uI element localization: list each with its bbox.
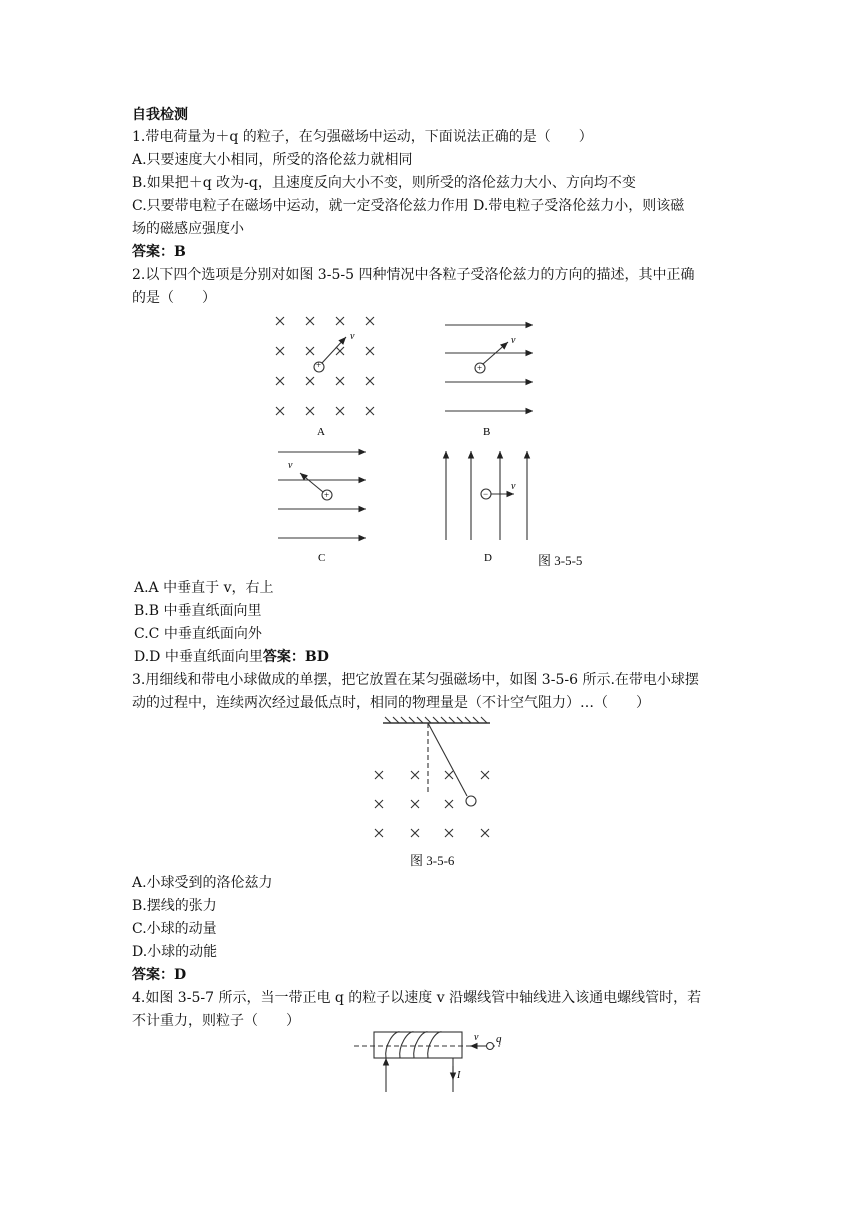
panel-b-charge: + xyxy=(477,363,483,373)
q2-answer: 答案：BD xyxy=(262,649,329,665)
panel-c-v-label: v xyxy=(288,460,293,471)
q1-answer: 答案：B xyxy=(132,244,186,260)
q3-stem: 3.用细线和带电小球做成的单摆，把它放置在某匀强磁场中，如图 3-5-6 所示.在带电小球摆 xyxy=(132,672,699,688)
figure-3-5-5 xyxy=(260,305,600,570)
section-title: 自我检测 xyxy=(132,107,188,123)
q2-option-d-text: D.D 中垂直纸面向里 xyxy=(134,649,263,665)
figure-3-5-5-caption: 图 3-5-5 xyxy=(538,553,583,568)
panel-a-v-label: v xyxy=(350,331,355,342)
panel-d-label: D xyxy=(484,552,492,564)
panel-a-label: A xyxy=(317,426,325,438)
q3-stem-cont: 动的过程中，连续两次经过最低点时，相同的物理量是（不计空气阻力）…（ ） xyxy=(132,695,650,711)
q1-option-d-cont: 场的磁感应强度小 xyxy=(132,221,244,237)
q3-answer: 答案：D xyxy=(132,967,187,983)
q4-stem: 4.如图 3-5-7 所示，当一带正电 q 的粒子以速度 v 沿螺线管中轴线进入该通电螺线管时，若 xyxy=(132,990,702,1006)
q1-option-a: A.只要速度大小相同，所受的洛伦兹力就相同 xyxy=(132,152,413,168)
panel-c-charge: + xyxy=(324,490,330,500)
panel-a xyxy=(276,317,374,415)
q2-option-c: C.C 中垂直纸面向外 xyxy=(134,626,262,642)
q2-option-d xyxy=(134,646,329,668)
q4-stem-cont: 不计重力，则粒子（ ） xyxy=(132,1013,300,1029)
q1-stem: 1.带电荷量为＋q 的粒子，在匀强磁场中运动，下面说法正确的是（ ） xyxy=(132,129,593,145)
q3-option-c: C.小球的动量 xyxy=(132,921,217,937)
fig-3-5-7-v-label: v xyxy=(474,1032,479,1043)
figure-3-5-6 xyxy=(365,715,505,845)
panel-b-label: B xyxy=(483,426,491,438)
q3-option-d: D.小球的动能 xyxy=(132,944,218,960)
q2-stem-cont: 的是（ ） xyxy=(132,290,216,306)
q2-stem: 2.以下四个选项是分别对如图 3-5-5 四种情况中各粒子受洛伦兹力的方向的描述，其中正确 xyxy=(132,267,695,283)
panel-d-charge: − xyxy=(483,489,489,499)
fig-3-5-7-i-label: I xyxy=(457,1070,461,1081)
panel-d-v-label: v xyxy=(511,481,516,492)
q1-option-b: B.如果把＋q 改为-q，且速度反向大小不变，则所受的洛伦兹力大小、方向均不变 xyxy=(132,175,636,191)
panel-c-label: C xyxy=(318,552,326,564)
q1-option-cd: C.只要带电粒子在磁场中运动，就一定受洛伦兹力作用 D.带电粒子受洛伦兹力小，则该磁 xyxy=(132,198,685,214)
panel-a-charge: + xyxy=(316,360,322,370)
panel-b-v-label: v xyxy=(511,335,516,346)
q2-option-a: A.A 中垂直于 v，右上 xyxy=(134,580,274,596)
panel-b xyxy=(445,325,533,411)
q3-option-a: A.小球受到的洛伦兹力 xyxy=(132,875,273,891)
fig-3-5-7-q-label: q xyxy=(496,1033,502,1045)
figure-3-5-6-caption: 图 3-5-6 xyxy=(410,853,455,868)
q2-option-b: B.B 中垂直纸面向里 xyxy=(134,603,262,619)
figure-3-5-7 xyxy=(350,1028,520,1098)
q3-option-b: B.摆线的张力 xyxy=(132,898,217,914)
